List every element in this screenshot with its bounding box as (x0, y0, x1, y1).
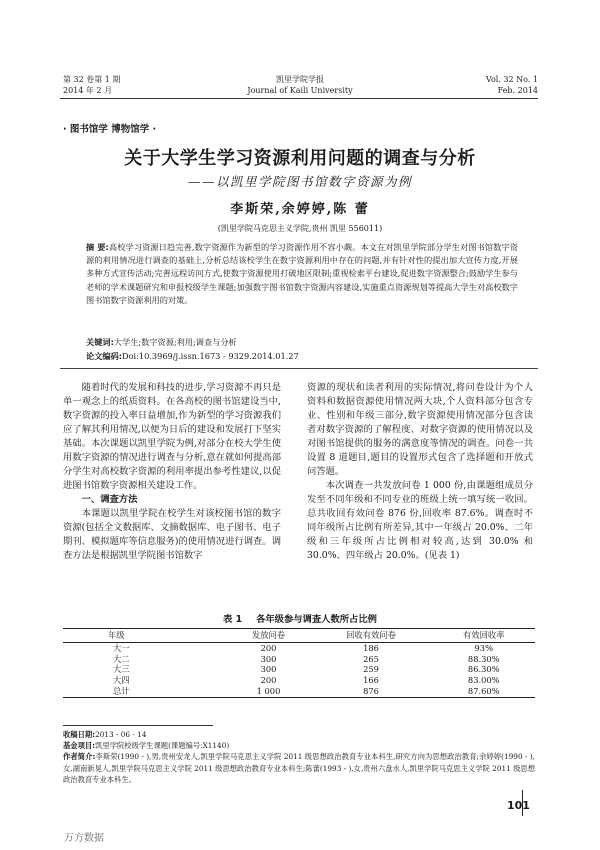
footnote-fund (63, 740, 535, 751)
author-list: 李斯荣,余婷婷,陈 蕾 (230, 202, 370, 217)
survey-paragraph: 本次调查一共发放问卷 1 000 份,由课题组成员分发至不同年级和不同专业的班级上统一填写统一收回。总共收回有效问卷 876 份,回收率 87.6%。调查时不同年级所占比例有所差异,其中一年级占 20.0%、二年级和三年级所占比例相对较高,达到 30.0% 和 30.0%、四年级占 20.0%。(见表 1) (307, 480, 533, 561)
methods-paragraph: 本课题以凯里学院在校学生对该校图书馆的数字资源(包括全文数据库、文摘数据库、电子图书、电子期刊、模拟题库等信息服务)的使用情况进行调查。调查方法是根据凯里学院图书馆数字 (63, 508, 281, 561)
footnote-authors (63, 751, 535, 785)
header-valid-returned: 回收有效问卷 (346, 630, 396, 640)
cell-distributed: 200 (260, 675, 277, 686)
issue-date: 2014 年 2 月 (63, 86, 113, 95)
table-number: 表 1 (223, 614, 243, 625)
cell-valid-rate: 83.00% (467, 675, 500, 686)
table-row (63, 664, 535, 675)
table-title: 各年级参与调查人数所占比例 (256, 614, 377, 625)
cell-valid-returned: 876 (363, 685, 379, 696)
cell-valid-rate: 87.60% (467, 685, 500, 696)
grade-table-grid (63, 628, 535, 698)
cell-valid-rate: 88.30% (467, 653, 500, 664)
grade-table (63, 628, 535, 698)
cell-grade: 总计 (113, 685, 130, 696)
section-heading-methods: 一、调查方法 (81, 494, 138, 505)
intro-paragraph: 随着时代的发展和科技的进步,学习资源不再只是单一观念上的纸质资料。在各高校的图书馆建设当中,数字资源的投入率日益增加,作为新型的学习资源我们应了解其利用情况,以便为日后的建设和发展打下坚实基础。本次课题以凯里学院为例,对部分在校大学生使用数字资源的情况进行调查与分析,意在就如何提高部分学生对高校数字资源的利用率提出参考性建议,以促进图书馆数字资源相关建设工作。 (63, 382, 281, 491)
author-bio-text: 李斯荣(1990 - ),男,贵州安龙人,凯里学院马克思主义学院 2011 级思想政治教育专业本科生,研究方向为思想政治教育;余婷婷(1990 - ),女,湖南新晃人,凯里学院马克思主义学院 2011 级思想政治教育专业本科生;陈蕾(1993 - ),女,贵州六盘水人,凯里学院马克思主义学院 2011 级思想政治教育专业本科生。 (63, 752, 536, 784)
table-caption (0, 611, 600, 625)
fund-label: 基金项目: (63, 741, 96, 751)
keywords-label: 关键词: (86, 337, 114, 347)
methods-continued-paragraph: 资源的现状和读者利用的实际情况,将问卷设计为个人资料和数据资源使用情况两大块,个人资料部分包含专业、性别和年级三部分,数字资源使用情况部分包含读者对数字资源的了解程度、对数字资源的使用情况以及对图书馆提供的服务的满意度等情况的调查。问卷一共设置 8 道题目,题目的设置形式包含了选择题和开放式问答题。 (307, 382, 533, 477)
cell-distributed: 200 (260, 643, 277, 653)
abstract-label: 摘 要: (86, 242, 109, 252)
abstract-text: 高校学习资源日趋完善,数字资源作为新型的学习资源作用不容小觑。本文在对凯里学院部分学生对图书馆数字资源的利用情况进行调查的基础上,分析总结该校学生在数字资源利用中存在的问题,并有针对性的提出加大宣传力度,开展多种方式宣传活动;完善远程访问方式,使数字资源使用打破地区限制;重视检索平台建设,促进数字资源整合;鼓励学生参与老师的学术课题研究和申报校级学生课题;加强数字图书馆数字资源内容建设,实施重点资源规划等提高大学生对高校数字图书馆数字资源利用的对策。 (86, 242, 518, 305)
table-row (63, 643, 535, 654)
database-watermark: 万方数据 (64, 833, 104, 844)
journal-name-cn: 凯里学院学报 (276, 75, 324, 84)
author-affiliation: (凯里学院马克思主义学院,贵州 凯里 556011) (217, 224, 383, 233)
keywords (86, 336, 518, 349)
header-divider (60, 98, 538, 99)
page-number-bar (522, 790, 523, 816)
article-subtitle: ——以凯里学院图书馆数字资源为例 (187, 174, 412, 189)
date-en: Feb. 2014 (497, 86, 538, 95)
table-header-row (63, 629, 535, 643)
abstract (86, 241, 518, 307)
journal-name-en: Journal of Kaili University (247, 86, 353, 95)
header-grade: 年级 (108, 630, 125, 640)
cell-distributed: 300 (260, 653, 277, 664)
cell-grade: 大三 (113, 664, 130, 675)
cell-valid-rate: 93% (474, 643, 493, 653)
cell-valid-returned: 259 (363, 664, 379, 675)
footnote-divider (63, 725, 213, 726)
body-column-left (63, 381, 281, 563)
volume-number-en: Vol. 32 No. 1 (485, 75, 538, 84)
doi-line (86, 350, 518, 363)
cell-grade: 大四 (113, 675, 130, 686)
footnote-received (63, 729, 535, 740)
abstract-divider (60, 368, 538, 369)
fund-text: 凯里学院校级学生课题(课题编号:X1140) (95, 741, 230, 751)
page-number: 101 (507, 799, 530, 812)
table-row (63, 675, 535, 686)
cell-distributed: 300 (260, 664, 277, 675)
header-valid-rate: 有效回收率 (462, 630, 505, 640)
cell-valid-returned: 186 (363, 643, 379, 653)
doi-text: Doi:10.3969/j.issn.1673 - 9329.2014.01.27 (122, 351, 299, 361)
cell-grade: 大一 (113, 643, 130, 653)
body-column-right (307, 381, 533, 563)
volume-issue: 第 32 卷第 1 期 (63, 75, 121, 84)
cell-valid-rate: 86.30% (467, 664, 500, 675)
cell-grade: 大二 (113, 653, 130, 664)
received-date: 2013 - 06 - 14 (95, 730, 147, 739)
section-tag: · 图书馆学 博物馆学 · (63, 124, 157, 135)
cell-valid-returned: 166 (363, 675, 379, 686)
table-row-total (63, 686, 535, 697)
cell-valid-returned: 265 (363, 653, 379, 664)
table-row (63, 654, 535, 665)
author-bio-label: 作者简介: (63, 752, 96, 762)
keywords-text: 大学生;数字资源;利用;调查与分析 (113, 337, 237, 347)
received-label: 收稿日期: (63, 730, 96, 739)
article-title: 关于大学生学习资源利用问题的调查与分析 (124, 148, 476, 169)
header-distributed: 发放问卷 (251, 630, 286, 640)
doi-label: 论文编码: (86, 351, 123, 361)
footnotes (63, 729, 535, 785)
journal-volume-en (486, 74, 538, 96)
cell-distributed: 1 000 (256, 685, 281, 696)
